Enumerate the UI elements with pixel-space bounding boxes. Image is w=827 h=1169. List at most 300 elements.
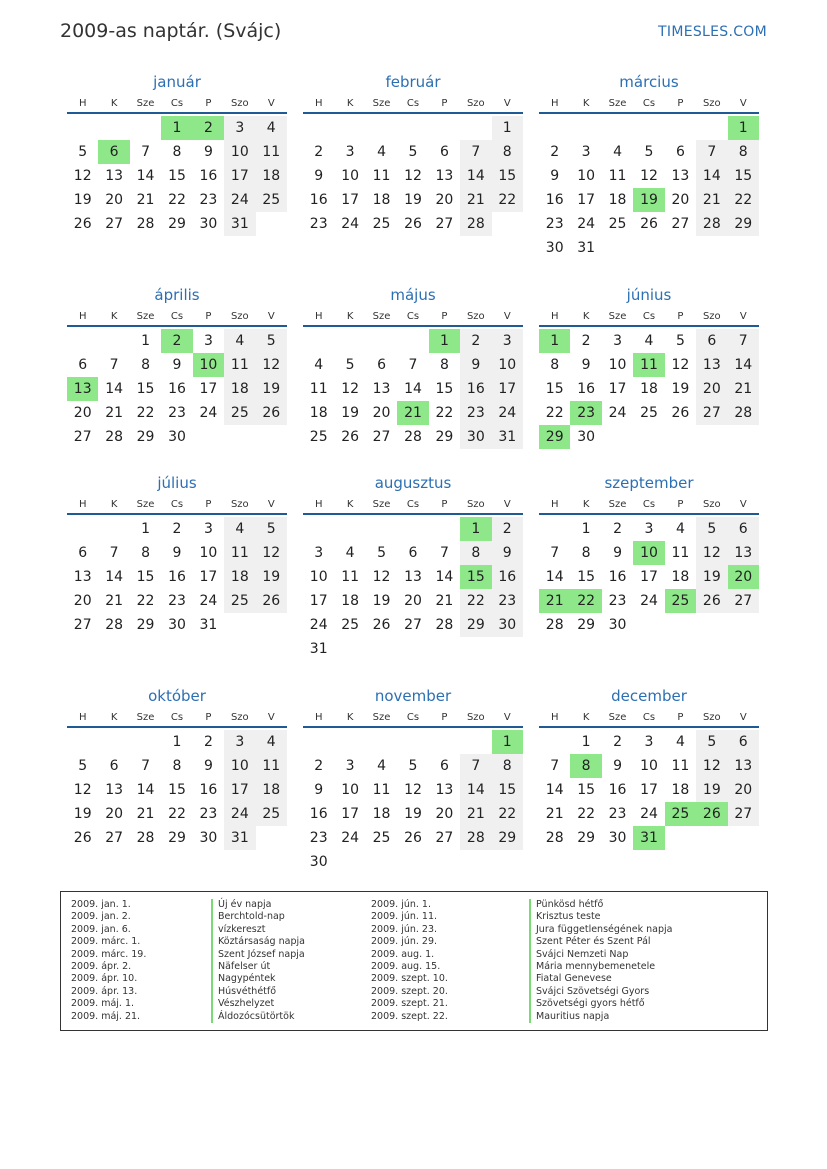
legend-date: 2009. aug. 1. — [371, 948, 435, 960]
day-cell: 9 — [613, 758, 623, 774]
weekday-label: Sze — [372, 311, 391, 322]
day-cell: 8 — [581, 545, 591, 561]
day-cell: 28 — [545, 830, 564, 846]
day-cell: 4 — [377, 758, 387, 774]
weekday-label: Cs — [170, 499, 184, 510]
holiday-day-cell: 26 — [696, 802, 727, 826]
day-cell: 18 — [372, 192, 391, 208]
empty-day-cell — [602, 116, 633, 140]
day-cell: 14 — [696, 164, 727, 188]
day-cell: 3 — [644, 521, 654, 537]
empty-day-cell — [429, 116, 460, 140]
day-cell: 20 — [372, 405, 391, 421]
weekday-label: K — [346, 712, 354, 723]
days-grid — [67, 728, 287, 850]
days-grid — [303, 515, 523, 661]
day-cell: 28 — [136, 216, 155, 232]
day-cell: 12 — [73, 168, 92, 184]
day-cell: 16 — [492, 565, 523, 589]
weekday-label: P — [677, 98, 684, 109]
day-cell: 19 — [404, 806, 422, 822]
holiday-day-cell: 11 — [633, 353, 664, 377]
day-cell: 11 — [608, 168, 627, 184]
day-cell: 24 — [577, 216, 596, 232]
day-cell: 25 — [372, 216, 391, 232]
weekday-label: Szo — [466, 311, 485, 322]
day-cell: 11 — [671, 758, 690, 774]
day-cell: 12 — [671, 357, 690, 373]
day-cell: 6 — [109, 758, 119, 774]
weekday-label: H — [550, 499, 559, 510]
page-title: 2009-as naptár. (Svájc) — [60, 20, 282, 42]
day-cell: 26 — [73, 830, 92, 846]
day-cell: 29 — [136, 429, 155, 445]
empty-day-cell — [570, 116, 601, 140]
legend-date: 2009. szept. 21. — [371, 998, 448, 1010]
holiday-day-cell: 1 — [492, 730, 523, 754]
day-cell: 8 — [728, 140, 759, 164]
day-cell: 22 — [168, 192, 186, 208]
day-cell: 22 — [460, 589, 491, 613]
day-cell: 14 — [728, 353, 759, 377]
day-cell: 28 — [460, 826, 491, 850]
legend-date: 2009. máj. 1. — [71, 998, 135, 1010]
day-cell: 15 — [168, 782, 186, 798]
day-cell: 11 — [341, 569, 360, 585]
day-cell: 4 — [224, 329, 255, 353]
day-cell: 16 — [460, 377, 491, 401]
day-cell: 22 — [136, 405, 155, 421]
empty-day-cell — [539, 730, 570, 754]
day-cell: 3 — [203, 521, 213, 537]
day-cell: 14 — [136, 782, 155, 798]
day-cell: 10 — [640, 758, 658, 774]
legend-holiday-name: Szent Péter és Szent Pál — [529, 936, 672, 948]
day-cell: 27 — [671, 216, 690, 232]
holiday-day-cell: 8 — [570, 754, 601, 778]
day-cell: 21 — [435, 593, 454, 609]
legend-holiday-name: Szövetségi gyors hétfő — [529, 998, 672, 1010]
legend-holiday-name: Mauritius napja — [529, 1011, 672, 1023]
empty-day-cell — [429, 517, 460, 541]
empty-day-cell — [67, 517, 98, 541]
legend-date: 2009. szept. 10. — [371, 973, 448, 985]
day-cell: 14 — [545, 782, 564, 798]
day-cell: 11 — [224, 541, 255, 565]
empty-day-cell — [460, 116, 491, 140]
day-cell: 22 — [492, 188, 523, 212]
day-cell: 30 — [608, 830, 627, 846]
empty-day-cell — [397, 730, 428, 754]
weekday-label: Szo — [702, 712, 721, 723]
legend-date: 2009. jún. 29. — [371, 936, 438, 948]
day-cell: 7 — [141, 758, 151, 774]
day-cell: 23 — [608, 806, 627, 822]
weekday-label: Sze — [608, 311, 627, 322]
day-cell: 30 — [309, 854, 328, 870]
day-cell: 23 — [608, 593, 627, 609]
day-cell: 24 — [224, 802, 255, 826]
day-cell: 3 — [345, 144, 355, 160]
days-grid — [539, 114, 759, 260]
empty-day-cell — [633, 116, 664, 140]
day-cell: 10 — [577, 168, 596, 184]
day-cell: 1 — [581, 734, 591, 750]
month-11 — [303, 684, 523, 874]
day-cell: 22 — [435, 405, 454, 421]
day-cell: 4 — [644, 333, 654, 349]
day-cell: 14 — [404, 381, 422, 397]
day-cell: 15 — [492, 778, 523, 802]
day-cell: 21 — [460, 188, 491, 212]
day-cell: 14 — [545, 569, 564, 585]
day-cell: 19 — [73, 806, 92, 822]
legend-date: 2009. ápr. 2. — [71, 960, 132, 972]
day-cell: 30 — [492, 613, 523, 637]
weekday-label: V — [739, 98, 747, 109]
day-cell: 5 — [78, 758, 88, 774]
day-cell: 22 — [545, 405, 564, 421]
day-cell: 3 — [345, 758, 355, 774]
day-cell: 25 — [256, 188, 287, 212]
empty-day-cell — [98, 517, 129, 541]
holiday-day-cell: 13 — [67, 377, 98, 401]
day-cell: 21 — [545, 806, 564, 822]
legend-dates-col-2 — [371, 899, 448, 1023]
day-cell: 4 — [224, 517, 255, 541]
day-cell: 19 — [372, 593, 391, 609]
day-cell: 25 — [640, 405, 658, 421]
empty-day-cell — [429, 730, 460, 754]
day-cell: 13 — [105, 782, 124, 798]
day-cell: 17 — [341, 192, 360, 208]
days-grid — [539, 327, 759, 449]
holiday-day-cell: 29 — [539, 425, 570, 449]
day-cell: 29 — [435, 429, 454, 445]
legend-date: 2009. márc. 19. — [71, 948, 147, 960]
day-cell: 25 — [608, 216, 627, 232]
weekday-header — [67, 307, 287, 327]
day-cell: 4 — [675, 521, 685, 537]
weekday-label: P — [441, 98, 448, 109]
day-cell: 12 — [696, 541, 727, 565]
day-cell: 28 — [105, 429, 124, 445]
legend-date: 2009. jan. 6. — [71, 923, 131, 935]
day-cell: 19 — [404, 192, 422, 208]
weekday-label: P — [677, 712, 684, 723]
day-cell: 26 — [372, 617, 391, 633]
day-cell: 1 — [492, 116, 523, 140]
weekday-label: Szo — [466, 712, 485, 723]
day-cell: 14 — [435, 569, 454, 585]
day-cell: 10 — [341, 782, 360, 798]
day-cell: 15 — [577, 782, 596, 798]
day-cell: 30 — [168, 617, 186, 633]
day-cell: 9 — [492, 541, 523, 565]
day-cell: 12 — [404, 782, 422, 798]
day-cell: 27 — [73, 429, 92, 445]
day-cell: 28 — [105, 617, 124, 633]
weekday-label: K — [110, 98, 118, 109]
day-cell: 23 — [309, 216, 328, 232]
day-cell: 11 — [671, 545, 690, 561]
legend-holiday-name: Áldozócsütörtök — [211, 1011, 305, 1023]
day-cell: 5 — [345, 357, 355, 373]
day-cell: 23 — [545, 216, 564, 232]
empty-day-cell — [334, 116, 365, 140]
day-cell: 11 — [372, 168, 391, 184]
day-cell: 4 — [256, 730, 287, 754]
day-cell: 2 — [550, 144, 560, 160]
legend-holiday-name: Vészhelyzet — [211, 998, 305, 1010]
day-cell: 25 — [224, 401, 255, 425]
empty-day-cell — [98, 329, 129, 353]
day-cell: 20 — [435, 806, 454, 822]
day-cell: 7 — [408, 357, 418, 373]
day-cell: 12 — [256, 541, 287, 565]
day-cell: 18 — [309, 405, 328, 421]
day-cell: 19 — [256, 565, 287, 589]
day-cell: 9 — [172, 545, 182, 561]
day-cell: 24 — [341, 216, 360, 232]
day-cell: 26 — [671, 405, 690, 421]
day-cell: 12 — [372, 569, 391, 585]
holiday-day-cell: 1 — [161, 116, 192, 140]
weekday-header — [303, 495, 523, 515]
day-cell: 3 — [492, 329, 523, 353]
day-cell: 4 — [613, 144, 623, 160]
weekday-header — [67, 495, 287, 515]
day-cell: 2 — [613, 734, 623, 750]
weekday-label: Szo — [466, 499, 485, 510]
holiday-day-cell: 21 — [397, 401, 428, 425]
day-cell: 30 — [168, 429, 186, 445]
day-cell: 27 — [372, 429, 391, 445]
day-cell: 11 — [372, 782, 391, 798]
month-4 — [67, 283, 287, 449]
weekday-header — [539, 495, 759, 515]
weekday-header — [539, 708, 759, 728]
day-cell: 17 — [224, 778, 255, 802]
empty-day-cell — [334, 329, 365, 353]
day-cell: 21 — [136, 806, 155, 822]
day-cell: 9 — [203, 758, 213, 774]
day-cell: 28 — [696, 212, 727, 236]
day-cell: 8 — [172, 144, 182, 160]
day-cell: 19 — [696, 565, 727, 589]
day-cell: 7 — [696, 140, 727, 164]
legend-dates-col-1 — [71, 899, 146, 1023]
day-cell: 10 — [341, 168, 360, 184]
day-cell: 27 — [105, 216, 124, 232]
day-cell: 5 — [696, 517, 727, 541]
day-cell: 15 — [728, 164, 759, 188]
weekday-label: Cs — [406, 499, 420, 510]
day-cell: 31 — [492, 425, 523, 449]
weekday-label: Sze — [372, 499, 391, 510]
day-cell: 20 — [404, 593, 422, 609]
month-name: március — [619, 73, 679, 91]
holiday-day-cell: 10 — [633, 541, 664, 565]
day-cell: 27 — [728, 589, 759, 613]
day-cell: 9 — [172, 357, 182, 373]
day-cell: 19 — [256, 377, 287, 401]
day-cell: 11 — [309, 381, 328, 397]
day-cell: 31 — [577, 240, 596, 256]
holiday-day-cell: 19 — [633, 188, 664, 212]
day-cell: 11 — [256, 140, 287, 164]
weekday-label: H — [78, 311, 87, 322]
holiday-legend — [60, 891, 768, 1031]
holiday-day-cell: 6 — [98, 140, 129, 164]
days-grid — [67, 114, 287, 236]
days-grid — [67, 515, 287, 637]
day-cell: 3 — [581, 144, 591, 160]
empty-day-cell — [366, 517, 397, 541]
day-cell: 23 — [492, 589, 523, 613]
month-name: február — [385, 73, 441, 91]
weekday-label: Cs — [406, 98, 420, 109]
weekday-label: Cs — [170, 98, 184, 109]
holiday-day-cell: 1 — [429, 329, 460, 353]
month-name: december — [611, 687, 687, 705]
day-cell: 19 — [73, 192, 92, 208]
day-cell: 15 — [168, 168, 186, 184]
day-cell: 21 — [696, 188, 727, 212]
day-cell: 17 — [577, 192, 596, 208]
month-name: szeptember — [604, 474, 694, 492]
day-cell: 24 — [199, 405, 218, 421]
day-cell: 15 — [545, 381, 564, 397]
day-cell: 2 — [613, 521, 623, 537]
day-cell: 29 — [577, 830, 596, 846]
day-cell: 23 — [168, 593, 186, 609]
day-cell: 18 — [671, 782, 690, 798]
legend-holiday-name: Köztársaság napja — [211, 936, 305, 948]
weekday-label: Szo — [230, 499, 249, 510]
weekday-label: P — [441, 499, 448, 510]
weekday-label: P — [205, 712, 212, 723]
day-cell: 27 — [435, 830, 454, 846]
day-cell: 13 — [435, 782, 454, 798]
day-cell: 26 — [73, 216, 92, 232]
day-cell: 2 — [172, 521, 182, 537]
day-cell: 4 — [675, 734, 685, 750]
weekday-label: H — [314, 311, 323, 322]
weekday-label: Cs — [406, 712, 420, 723]
weekday-label: V — [267, 712, 275, 723]
day-cell: 5 — [644, 144, 654, 160]
day-cell: 18 — [372, 806, 391, 822]
day-cell: 5 — [256, 329, 287, 353]
day-cell: 7 — [439, 545, 449, 561]
day-cell: 24 — [199, 593, 218, 609]
month-10 — [67, 684, 287, 850]
day-cell: 2 — [314, 758, 324, 774]
day-cell: 19 — [696, 778, 727, 802]
day-cell: 4 — [314, 357, 324, 373]
weekday-label: Sze — [136, 98, 155, 109]
day-cell: 13 — [73, 569, 92, 585]
weekday-header — [303, 708, 523, 728]
weekday-label: Sze — [136, 499, 155, 510]
day-cell: 29 — [460, 613, 491, 637]
day-cell: 25 — [341, 617, 360, 633]
empty-day-cell — [334, 730, 365, 754]
day-cell: 25 — [256, 802, 287, 826]
weekday-label: K — [346, 98, 354, 109]
day-cell: 7 — [728, 329, 759, 353]
weekday-label: H — [78, 712, 87, 723]
day-cell: 22 — [136, 593, 155, 609]
day-cell: 17 — [640, 782, 658, 798]
day-cell: 6 — [408, 545, 418, 561]
day-cell: 17 — [492, 377, 523, 401]
day-cell: 29 — [168, 216, 186, 232]
day-cell: 11 — [256, 754, 287, 778]
day-cell: 3 — [224, 116, 255, 140]
day-cell: 14 — [136, 168, 155, 184]
legend-date: 2009. ápr. 10. — [71, 973, 138, 985]
day-cell: 1 — [141, 521, 151, 537]
day-cell: 8 — [439, 357, 449, 373]
brand-link[interactable]: TIMESLES.COM — [658, 24, 767, 40]
day-cell: 8 — [141, 357, 151, 373]
day-cell: 2 — [203, 734, 213, 750]
legend-holiday-name: Új év napja — [211, 899, 305, 911]
day-cell: 26 — [404, 830, 422, 846]
day-cell: 23 — [309, 830, 328, 846]
day-cell: 9 — [613, 545, 623, 561]
day-cell: 5 — [408, 758, 418, 774]
day-cell: 13 — [105, 168, 124, 184]
day-cell: 2 — [581, 333, 591, 349]
weekday-label: Szo — [230, 712, 249, 723]
empty-day-cell — [397, 116, 428, 140]
day-cell: 6 — [696, 329, 727, 353]
weekday-label: P — [677, 311, 684, 322]
holiday-day-cell: 1 — [460, 517, 491, 541]
month-name: június — [626, 286, 672, 304]
weekday-label: K — [346, 311, 354, 322]
holiday-day-cell: 1 — [728, 116, 759, 140]
empty-day-cell — [539, 116, 570, 140]
weekday-label: Szo — [702, 499, 721, 510]
days-grid — [303, 327, 523, 449]
day-cell: 9 — [550, 168, 560, 184]
day-cell: 16 — [309, 192, 328, 208]
weekday-label: P — [441, 311, 448, 322]
day-cell: 27 — [105, 830, 124, 846]
month-name: július — [157, 474, 197, 492]
day-cell: 17 — [199, 381, 218, 397]
legend-holiday-name: Mária mennybemenetele — [529, 961, 672, 973]
day-cell: 7 — [109, 545, 119, 561]
weekday-label: P — [205, 98, 212, 109]
day-cell: 21 — [105, 593, 124, 609]
weekday-label: V — [739, 499, 747, 510]
month-name: május — [390, 286, 436, 304]
day-cell: 13 — [404, 569, 422, 585]
day-cell: 29 — [492, 826, 523, 850]
weekday-label: Sze — [136, 311, 155, 322]
day-cell: 30 — [577, 429, 596, 445]
weekday-header — [67, 94, 287, 114]
day-cell: 6 — [439, 144, 449, 160]
weekday-label: Cs — [170, 311, 184, 322]
weekday-header — [303, 94, 523, 114]
empty-day-cell — [665, 116, 696, 140]
